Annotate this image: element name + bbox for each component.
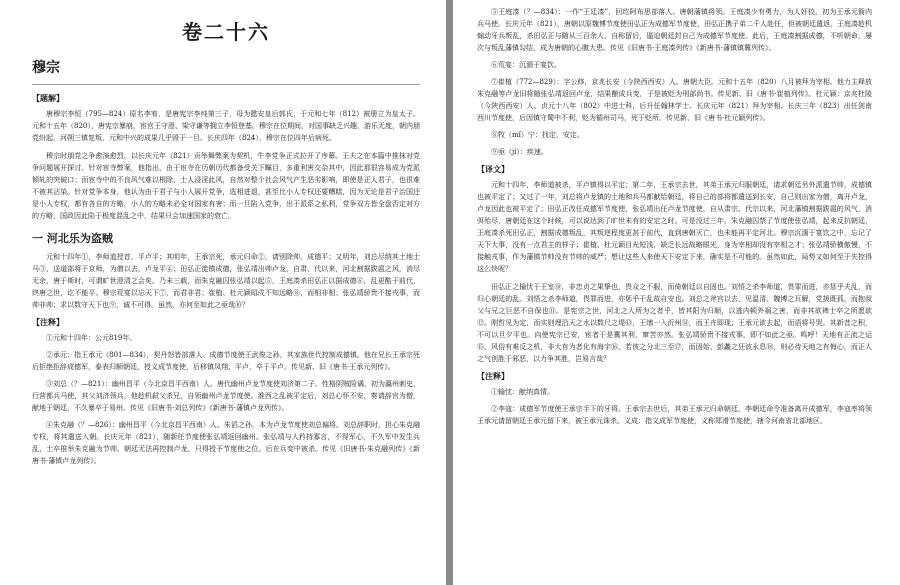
- note-3: ③刘总（？—821）：幽州昌平（今北京昌平西南）人。唐代幽州卢龙节度使刘济第二子。性格阴贼险谲，初为瀛州刺史、行营都兵马使，其父刘济领兵，他趁机弑父杀兄，自领幽州卢龙节度使。淮西之乱被平定后，刘总心怀不安，奏请辞官为僧，献地于朝廷，不久暴卒于易州。传见《旧唐书·刘总列传》《新唐书·藩镇卢龙列传》。: [32, 380, 420, 412]
- note-4: ④朱克融（？—826）：幽州昌平（今北京昌平西南）人。朱滔之孙，本为卢龙节度使刘总偏将。刘总辞职时，担心朱克融专权，将其遣送入朝。长庆元年（821），随新任节度使张弘靖返回幽州。张弘靖与人矜持寡言，不得军心，不久军中发生兵乱，士卒推举朱克融为节帅。朝廷无法再控制卢龙，只得授予节度使之位。后在兵变中被杀。传见《旧唐书·朱克融列传》《新唐书·藩镇卢龙列传》。: [32, 421, 420, 465]
- note-1: ①元和十四年：公元819年。: [46, 334, 137, 342]
- note-9: ⑨亟（jí）：疾速。: [491, 148, 548, 156]
- tiyao-paragraph-1: 唐穆宗李恒（795—824）原名李宥，是唐宪宗李纯第三子，母为懿安皇后郭氏，于元和七年（812）被册立为皇太子。元和十五年（820），唐宪宗暴崩，宦官王守澄、梁守谦等拥立李恒登基。穆宗在位期间，对国事缺乏兴趣，游乐无度，朝内朋党纷起，河朔三镇复叛，元和中兴的成果几乎毁于一旦。长庆四年（824），穆宗在位四年后病死。: [32, 110, 420, 142]
- page-gutter: [446, 0, 453, 585]
- note-r1: ①输忱：献纳真情。: [491, 388, 554, 396]
- note-5: ⑤王庭凑（？—834）：一作“王廷凑”，回纥阿布思部落人。唐朝藩镇将领。王庭凑少有勇力，为人奸狡，初为王承元衙内兵马使。长庆元年（821），唐朝以原魏博节度使田弘正为成德军节度使，田弘正携子弟二千人赴任，但被朝廷遣返，王庭凑趁机煽动牙兵叛乱，杀田弘正与随从三百余人，自称留后，逼迫朝廷封自己为成德军节度使。此后，王庭凑割据成德，不听朝命，屡次与叛乱藩镇勾结，成为唐朝的心腹大患。传见《旧唐书·王庭凑列传》《新唐书·藩镇镇冀列传》。: [477, 8, 872, 52]
- note-7: ⑦崔植（772—829）：字公修，京兆长安（今陕西西安）人。唐朝大臣。元和十五年（820）八月被拜为宰相。他力主释放朱克融等卢龙旧将随张弘靖返回卢龙，结果酿成兵变，于是被贬为刑部尚书。传见新、旧《唐书·崔植列传》。杜元颖：京兆杜陵（今陕西西安）人。贞元十八年（802）中进士科，后升任翰林学士。长庆元年（821）拜为宰相。长庆三年（823）出任剑南西川节度使，后因镇守蜀中不利，贬为循州司马，死于贬所。传见新、旧《唐书·杜元颖列传》。: [477, 78, 872, 122]
- note-8: ⑧牧（mǐ）宁：找定，安定。: [491, 131, 584, 139]
- tiyao-paragraph-2: 穆宗时朋党之争愈演愈烈，以长庆元年（821）贡举舞弊案为契机，牛李党争正式拉开了序幕。王夫之在本篇中推抹对党争问题展开探讨。针对宦寺弊案，他指出，由于宦寺在历朝历代都备受关下瞩目，多重利害交杂其中，因此那很容易成为党派倾轧的突破口；而宦寺中的不良风气难以根除，士人浸淫此风，自然对整个社会风气产生恶劣影响，即使是正人君子，也很难不被其沾染。针对党争本身，他认为由于君子与小人展开党争，选相进退，甚至比小人专权还要糟糕，因为无论是君子治国还是小人专权，都有各自的方略，小人的方略未必全对国家有害；而一旦陷入党争，出于派系之私利，党争双方皆全盘否定对方的方略，国政因此陷于极度混乱之中，结果只会加速国家的衰亡。: [32, 152, 420, 220]
- subsection-title: 一 河北乐为盗贼: [32, 232, 113, 245]
- notes-label-right: 【注释】: [477, 371, 509, 381]
- note-r2: ②李寇：成德军节度使王承宗手下的牙将。王承宗去世后，其弟王承元归命朝廷，李朝廷命令准备离开成德军，李寇率将领王承元请留朝廷王承元留下来，被王承元诛杀。义成：指义成军节度使，义称郑滑节度使，辖今河南省北部地区。: [477, 405, 872, 425]
- original-text: 元和十四年①，李师道授首，平卢平；其明年，王承宗死，承元归命②，请别除帅，成德平；又明年，刘总尽纳其土地士马③，送道部将于京师，为僧以去，卢龙平④；田弘正徙镇成德，张弘靖出帅卢龙，自肃、代以来，河北割据跋扈之风，消尽无余，唐于斯时，可谓旷世澄清之会矣。乃未三载，而朱克融囚张弘靖以起⑤，王庭凑杀田弘正以据成德⑥，乱更酷于前代，终唐之世，讫不能平。穆宗荒宴以忘天下⑦，而君非君；崔植、杜元颖昭戍不知远略⑧，而相非相；张弘靖骄贵不接戎事，而帅非帅；求以数守天下也⑨，诚不可得。虽然，亦何至如此之亟哉⑩？: [32, 253, 420, 309]
- chapter-title: 卷二十六: [182, 20, 270, 44]
- note-2: ②承元：指王承元（801—834），契丹怒皆部落人。成德节度使王武俊之孙，其家族世代控制成德镇。他在兄长王承宗死后拒绝拒辞成德军，泰表归顺朝廷，授义成节度使，后移镇凤翔、平卢，卒于平卢。传见新、旧《唐书·王承元列传》。: [32, 351, 420, 371]
- tiyao-label: 【题解】: [32, 93, 64, 103]
- note-6: ⑥荒宴：沉湎于宴饮。: [491, 61, 561, 69]
- notes-label: 【注释】: [32, 317, 64, 327]
- translation-paragraph-2: 田弘正之输忧于王室⑩，非忠贞之果挚也，畏众之不服，而倚朝廷以自固也。刘悟之杀李师道，畏罪而进，亦惩乎夫乱，而归心朝廷的乱。刘悟之杀李师道，畏罪而进，亦惩乎于乱故自安也。刘总之斧宫以去，见温清、魏博之瓦解，党援既孤，而抱叔父与兄之巨恶不自保也⑪。是宪宗之世，河北之人所为之者乎，皆其阳为归顺，以逃内顿外祸之害，而非其欲裨士卒之所愿欲⑫。刚哲见为定，而实则埋沿天之水以数尺之堤⑬，王缮一入沂州⑭，而王卉即现；王承元欲去起，而语将号哭。其新昔之积，不可以旦夕平也。向使宪宗已安，宦者于是冀其利，窜苦亦然。张弘靖骄贵不接戎事，即不如此之亟。鸣呼！天地有正流之运⑮，风俗有难反之机，非大有为者化有海宇⑯，若彼之分北三至⑰，而固始、彭蠡之狂波永息⑱，则必待天地之有悔心，而正人之气创胜于邪恶，以力争其胜，岂易言哉？: [477, 283, 872, 363]
- section-title: 穆宗: [32, 60, 60, 76]
- translation-label: 【译文】: [477, 164, 509, 174]
- section-divider: [32, 84, 420, 85]
- right-page: [453, 0, 900, 585]
- left-page: [0, 0, 446, 585]
- translation-paragraph-1: 元和十四年，李师道被杀，平卢镇得以平定；第二年，王承宗去世，其弟王承元归服朝廷，请求朝廷另外派遣节帅，成德镇也被平定了；又过了一年，刘总将卢龙镇的土地和兵马都献给朝廷，将自己的部将都遣送到长安，自己则出家为僧，离开卢龙，卢龙因此也被平定了；田弘正改任成德军节度使，张弘靖出任卢龙节度使，自从肃宗、代宗以来，河北藩镇割据跋扈的风气，消弭殆尽，唐朝廷在这个时候，可以说达到了旷世未有的安定之时。可是没过三年，朱克融囚禁了节度使张弘靖，起来反抗朝廷，王庭凑杀死田弘正，割据成德叛乱，其叛逆程度更甚于前代，直到唐朝灭亡，也未能再平定河北。穆宗沉湎于宴饮之中，忘记了天下大事，没有一点君主的样子；崔植、杜元颖目光短浅，缺乏长远战略眼光，身为宰相却没有宰相之才；张弘靖骄横傲慢，不接触戎事，作为藩镇节帅没有节帅的威严；想让这些人来使天下安定下来，确实是不可能的。虽然如此，局势又如何至于失控得这么快呢？: [477, 181, 872, 273]
